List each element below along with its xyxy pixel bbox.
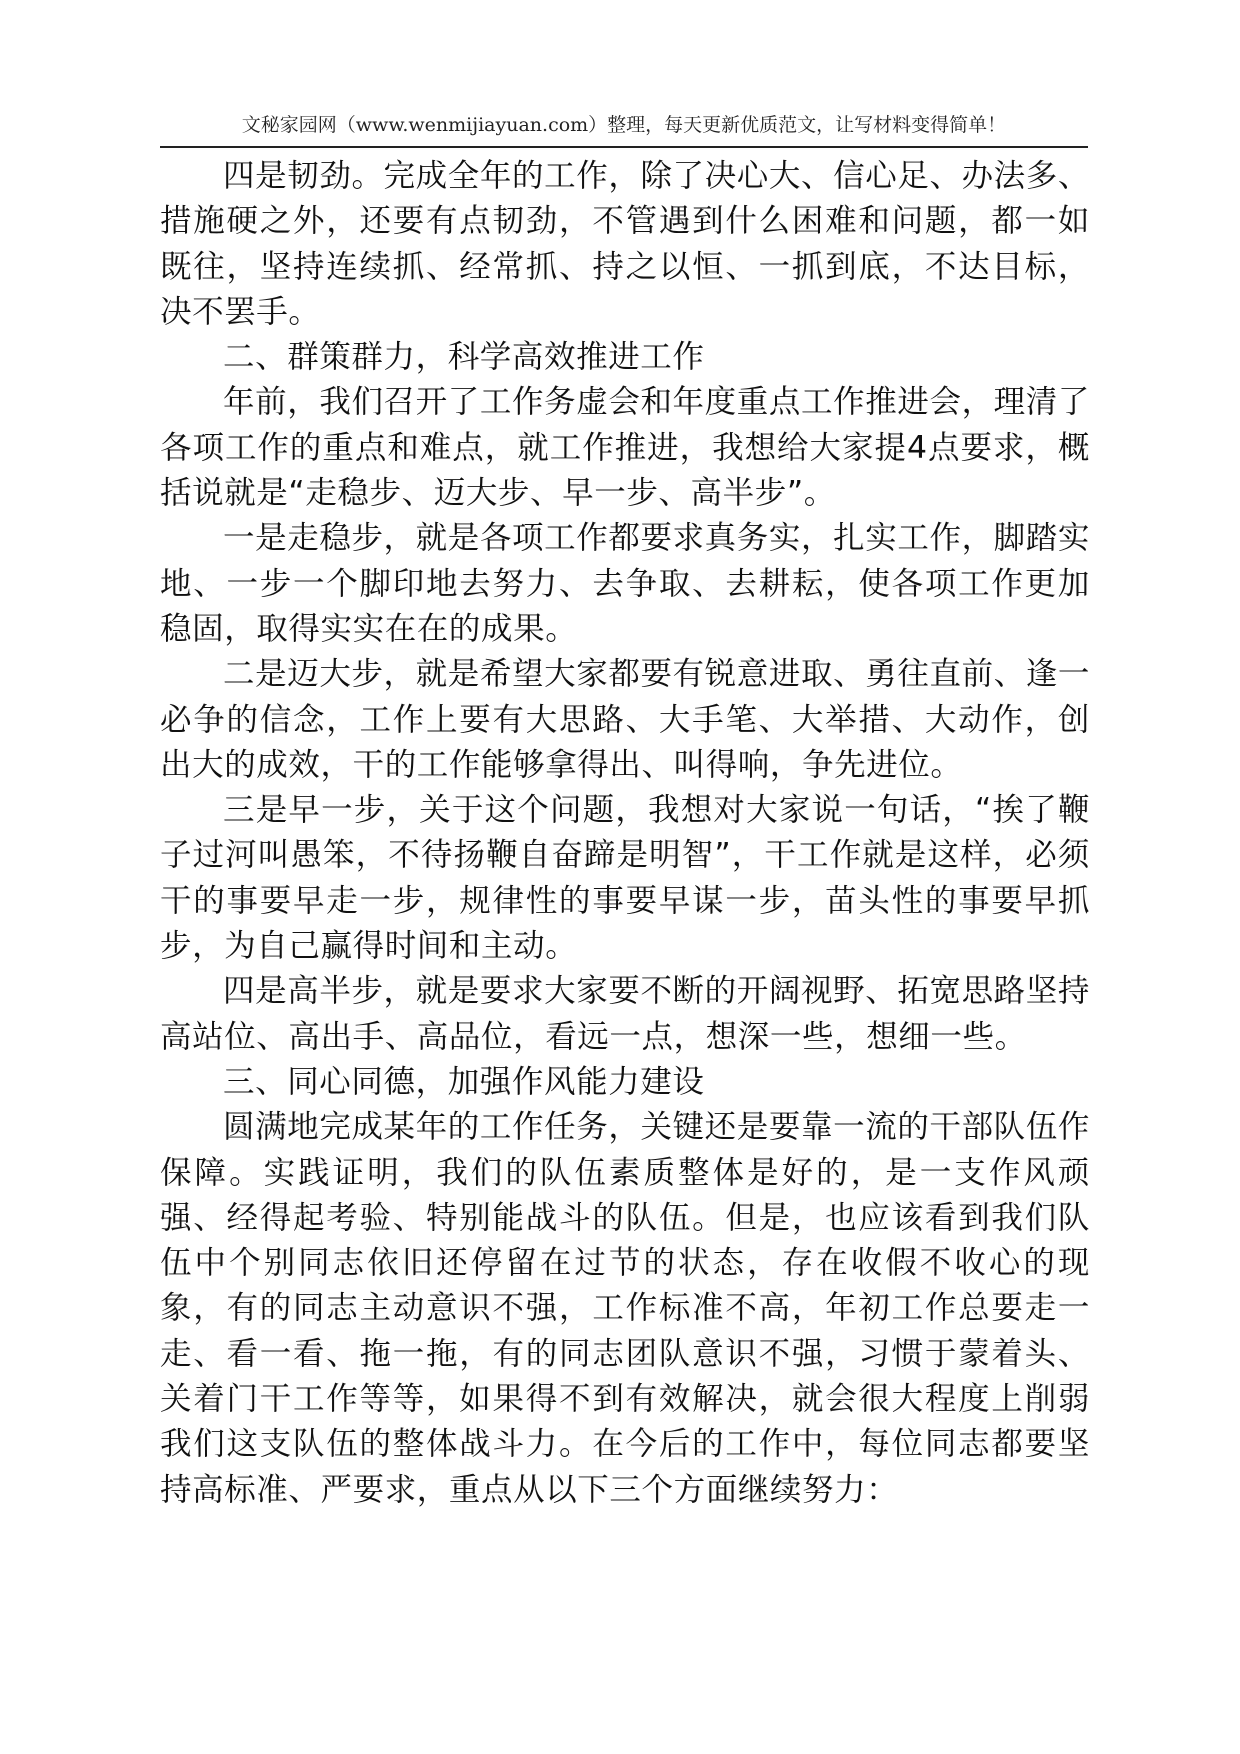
paragraph-steady-step: 一是走稳步，就是各项工作都要求真务实，扎实工作，脚踏实地、一步一个脚印地去努力、去争取、去耕耘，使各项工作更加稳固，取得实实在在的成果。 [160, 520, 1090, 647]
paragraph-team-building: 圆满地完成某年的工作任务，关键还是要靠一流的干部队伍作保障。实践证明，我们的队伍素质整体是好的，是一支作风顽强、经得起考验、特别能战斗的队伍。但是，也应该看到我们队伍中个别同志依旧还停留在过节的状态，存在收假不收心的现象，有的同志主动意识不强，工作标准不高，年初工作总要走一走、看一看、拖一拖，有的同志团队意识不强，习惯于蒙着头、关着门干工作等等，如果得不到有效解决，就会很大程度上削弱我们这支队伍的整体战斗力。在今后的工作中，每位同志都要坚持高标准、严要求，重点从以下三个方面继续努力： [160, 1109, 1090, 1508]
paragraph-perseverance: 四是韧劲。完成全年的工作，除了决心大、信心足、办法多、措施硬之外，还要有点韧劲，不管遇到什么困难和问题，都一如既往，坚持连续抓、经常抓、持之以恒、一抓到底，不达目标，决不罢手。 [160, 158, 1090, 330]
paragraph-big-step: 二是迈大步，就是希望大家都要有锐意进取、勇往直前、逢一必争的信念，工作上要有大思路、大手笔、大举措、大动作，创出大的成效，干的工作能够拿得出、叫得响，争先进位。 [160, 656, 1090, 783]
paragraph-higher-step: 四是高半步，就是要求大家要不断的开阔视野、拓宽思路坚持高站位、高出手、高品位，看远一点，想深一些，想细一些。 [160, 973, 1090, 1055]
section-heading-3: 三、同心同德，加强作风能力建设 [223, 1063, 705, 1100]
page-header: 文秘家园网（www.wenmijiayuan.com）整理，每天更新优质范文，让写材料变得简单！ [241, 114, 1007, 136]
header-divider [160, 146, 1088, 148]
paragraph-early-step: 三是早一步，关于这个问题，我想对大家说一句话，“挨了鞭子过河叫愚笨，不待扬鞭自奋蹄是明智”，干工作就是这样，必须干的事要早走一步，规律性的事要早谋一步，苗头性的事要早抓步，为自己赢得时间和主动。 [160, 792, 1090, 965]
section-heading-2: 二、群策群力，科学高效推进工作 [223, 339, 705, 376]
paragraph-intro-requirements: 年前，我们召开了工作务虚会和年度重点工作推进会，理清了各项工作的重点和难点，就工作推进，我想给大家提4点要求，概括说就是“走稳步、迈大步、早一步、高半步”。 [160, 384, 1090, 512]
document-body [160, 154, 1090, 1513]
